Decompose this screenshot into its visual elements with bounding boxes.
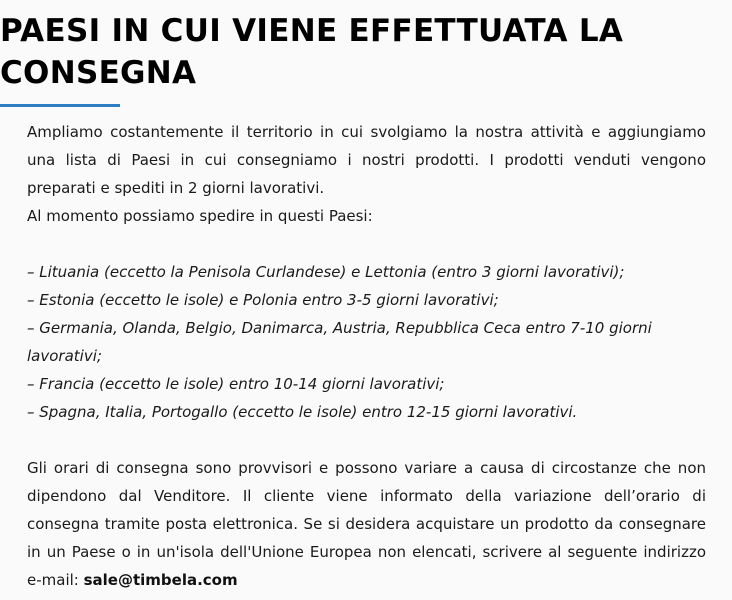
footer-text: Gli orari di consegna sono provvisori e possono variare a causa di circostanze che non dipendono dal Venditore. Il cliente viene informato della variazione dell’orario di consegna tramite posta elettronica. Se si desidera acquistare un prodotto da consegnare in un Paese o in un'isola dell'Unione Europea non elencati, scrivere al seguente indirizzo e-mail: — [27, 459, 706, 589]
spacer — [27, 230, 706, 258]
page-title: PAESI IN CUI VIENE EFFETTUATA LA CONSEGNA — [0, 13, 624, 91]
country-item-germany-group: – Germania, Olanda, Belgio, Danimarca, Austria, Repubblica Ceca entro 7-10 giorni lavorativi; — [27, 319, 652, 365]
title-underline — [0, 104, 120, 107]
shipping-content — [27, 118, 706, 594]
country-item-estonia-poland: – Estonia (eccetto le isole) e Polonia entro 3-5 giorni lavorativi; — [27, 291, 499, 309]
footer-paragraph — [27, 454, 706, 594]
email-link[interactable]: sale@timbela.com — [83, 571, 238, 589]
intro-paragraph: Ampliamo costantemente il territorio in cui svolgiamo la nostra attività e aggiungiamo una lista di Paesi in cui consegniamo i nostri prodotti. I prodotti venduti vengono preparati e spediti in 2 giorni lavorativi. — [27, 123, 706, 197]
country-item-spain-italy-portugal: – Spagna, Italia, Portogallo (eccetto le isole) entro 12-15 giorni lavorativi. — [27, 403, 578, 421]
spacer — [27, 426, 706, 454]
country-item-lithuania-latvia: – Lituania (eccetto la Penisola Curlandese) e Lettonia (entro 3 giorni lavorativi); — [27, 263, 625, 281]
intro-lead: Al momento possiamo spedire in questi Paesi: — [27, 207, 373, 225]
country-item-france: – Francia (eccetto le isole) entro 10-14 giorni lavorativi; — [27, 375, 445, 393]
